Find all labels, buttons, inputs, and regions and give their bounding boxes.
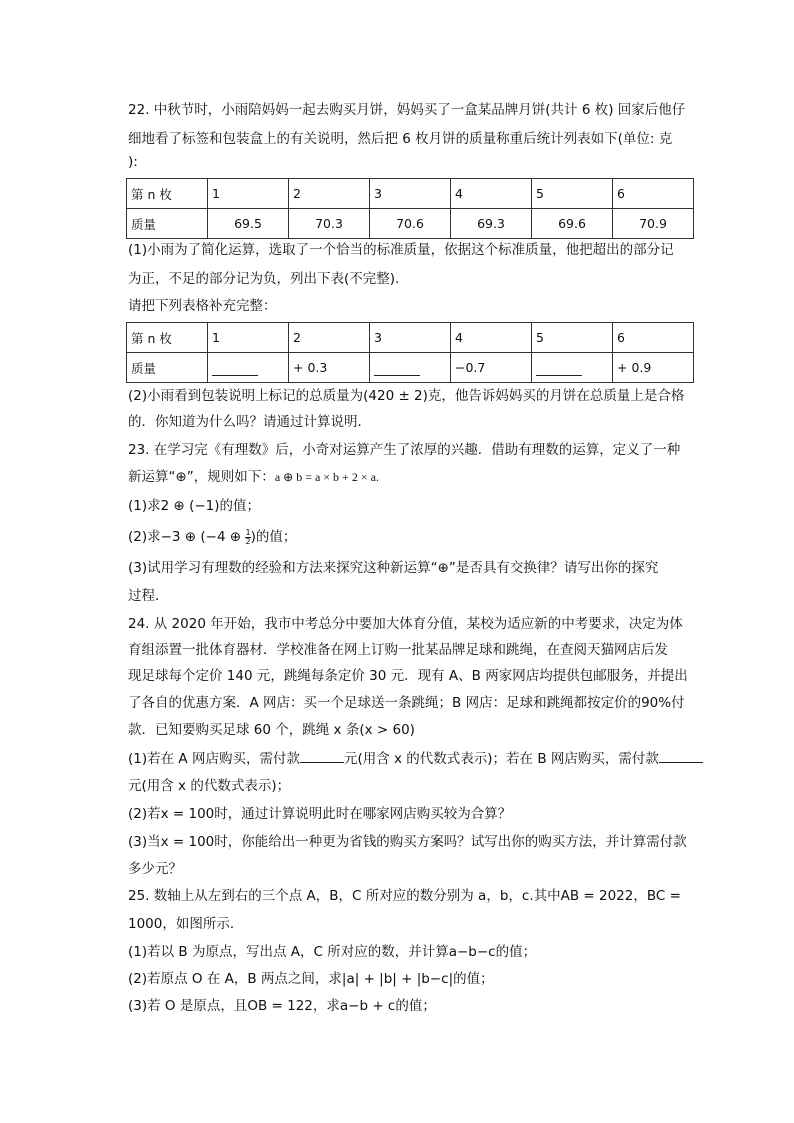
table-row — [127, 209, 694, 239]
q23-part-2-text-b: )的值； — [250, 529, 297, 545]
q22-line-2: 细地看了标签和包装盒上的有关说明，然后把 6 枚月饼的质量称重后统计列表如下(单位: 克 — [128, 131, 673, 147]
q22-part2-line-2: 的．你知道为什么吗？请通过计算说明． — [128, 414, 371, 430]
table-cell: 70.9 — [613, 209, 694, 239]
q24-part-1-line-2: 元(用含 x 的代数式表示)； — [128, 778, 291, 794]
q25-line-1: 25. 数轴上从左到右的三个点 A，B，C 所对应的数分别为 a，b，c.其中AB = 2022，BC = — [128, 888, 681, 904]
table-cell: + 0.3 — [289, 353, 370, 383]
table-cell: 69.3 — [451, 209, 532, 239]
q24-line-3: 现足球每个定价 140 元，跳绳每条定价 30 元．现有 A、B 两家网店均提供包邮服务，并提出 — [128, 668, 688, 684]
answer-blank[interactable] — [659, 750, 703, 763]
q24-part-1-text-b: 元(用含 x 的代数式表示)；若在 B 网店购买，需付款 — [343, 751, 659, 767]
table-cell: 4 — [451, 179, 532, 209]
fraction-numerator: 1 — [245, 527, 251, 537]
table-cell: 70.3 — [289, 209, 370, 239]
q23-part-1: (1)求2 ⊕ (−1)的值； — [128, 498, 261, 514]
table-cell: 4 — [451, 323, 532, 353]
table-cell: 3 — [370, 323, 451, 353]
q23-operation-rule: a ⊕ b = a × b + 2 × a. — [274, 470, 379, 484]
q24-line-2: 育组添置一批体育器材．学校准备在网上订购一批某品牌足球和跳绳，在查阅天猫网店后发 — [128, 642, 668, 658]
answer-blank[interactable] — [374, 361, 420, 376]
q22-part1-line-1: (1)小雨为了简化运算，选取了一个恰当的标准质量，依据这个标准质量，他把超出的部分记 — [128, 242, 674, 258]
answer-blank-cell[interactable] — [370, 353, 451, 383]
q24-part-1-line-1 — [128, 749, 703, 769]
table-cell: 3 — [370, 179, 451, 209]
q23-line-2 — [128, 467, 379, 487]
table-cell: 2 — [289, 179, 370, 209]
mass-deviation-table — [126, 322, 694, 383]
answer-blank-cell[interactable] — [532, 353, 613, 383]
table-row — [127, 179, 694, 209]
table-row — [127, 323, 694, 353]
q24-part-3-line-2: 多少元？ — [128, 861, 182, 877]
q23-line-2-text: 新运算“⊕”，规则如下： — [128, 469, 275, 485]
q22-line-3: ): — [128, 154, 138, 170]
q25-line-2: 1000，如图所示． — [128, 916, 244, 932]
answer-blank[interactable] — [212, 361, 258, 376]
q25-part-2: (2)若原点 O 在 A，B 两点之间，求|a| + |b| + |b−c|的值； — [128, 971, 494, 987]
table-cell: + 0.9 — [613, 353, 694, 383]
q22-part2-line-1: (2)小雨看到包装说明上标记的总质量为(420 ± 2)克，他告诉妈妈买的月饼在总质量上是合格 — [128, 388, 685, 404]
q25-part-3: (3)若 O 是原点，且OB = 122，求a−b + c的值； — [128, 998, 436, 1014]
table-cell: 6 — [613, 323, 694, 353]
table-cell: 1 — [208, 323, 289, 353]
table-cell: 2 — [289, 323, 370, 353]
mooncake-mass-table — [126, 178, 694, 239]
q24-line-4: 了各自的优惠方案．A 网店：买一个足球送一条跳绳；B 网店：足球和跳绳都按定价的90%付 — [128, 695, 685, 711]
q25-part-1: (1)若以 B 为原点，写出点 A，C 所对应的数，并计算a−b−c的值； — [128, 944, 537, 960]
q22-part1-line-3: 请把下列表格补充完整： — [128, 298, 277, 314]
table-cell: −0.7 — [451, 353, 532, 383]
answer-blank[interactable] — [536, 361, 582, 376]
table-cell: 6 — [613, 179, 694, 209]
table-header-cell: 第 n 枚 — [127, 179, 208, 209]
q22-part1-line-2: 为正，不足的部分记为负，列出下表(不完整). — [128, 271, 400, 287]
table-cell: 69.6 — [532, 209, 613, 239]
q24-line-5: 款．已知要购买足球 60 个，跳绳 x 条(x > 60) — [128, 722, 415, 738]
table-header-cell: 质量 — [127, 209, 208, 239]
q24-part-2: (2)若x = 100时，通过计算说明此时在哪家网店购买较为合算？ — [128, 806, 512, 822]
q23-line-1: 23. 在学习完《有理数》后，小奇对运算产生了浓厚的兴趣．借助有理数的运算，定义了一种 — [128, 442, 681, 458]
q23-part-3-line-2: 过程． — [128, 588, 169, 604]
q24-part-3-line-1: (3)当x = 100时，你能给出一种更为省钱的购买方案吗？试写出你的购买方法，并计算需付款 — [128, 834, 687, 850]
table-row — [127, 353, 694, 383]
answer-blank[interactable] — [300, 750, 344, 763]
q23-part-2-text-a: (2)求−3 ⊕ (−4 ⊕ — [128, 529, 246, 545]
table-cell: 5 — [532, 323, 613, 353]
q23-part-2 — [128, 527, 296, 547]
table-cell: 70.6 — [370, 209, 451, 239]
table-header-cell: 第 n 枚 — [127, 323, 208, 353]
fraction-denominator: 2 — [245, 536, 251, 546]
q23-part-3-line-1: (3)试用学习有理数的经验和方法来探究这种新运算“⊕”是否具有交换律？请写出你的探究 — [128, 560, 659, 576]
q24-line-1: 24. 从 2020 年开始，我市中考总分中要加大体育分值，某校为适应新的中考要求，决定为体 — [128, 616, 683, 632]
table-cell: 69.5 — [208, 209, 289, 239]
q24-part-1-text-a: (1)若在 A 网店购买，需付款 — [128, 751, 300, 767]
answer-blank-cell[interactable] — [208, 353, 289, 383]
q22-line-1: 22. 中秋节时，小雨陪妈妈一起去购买月饼，妈妈买了一盒某品牌月饼(共计 6 枚) 回家后他仔 — [128, 102, 686, 118]
table-header-cell: 质量 — [127, 353, 208, 383]
table-cell: 5 — [532, 179, 613, 209]
table-cell: 1 — [208, 179, 289, 209]
